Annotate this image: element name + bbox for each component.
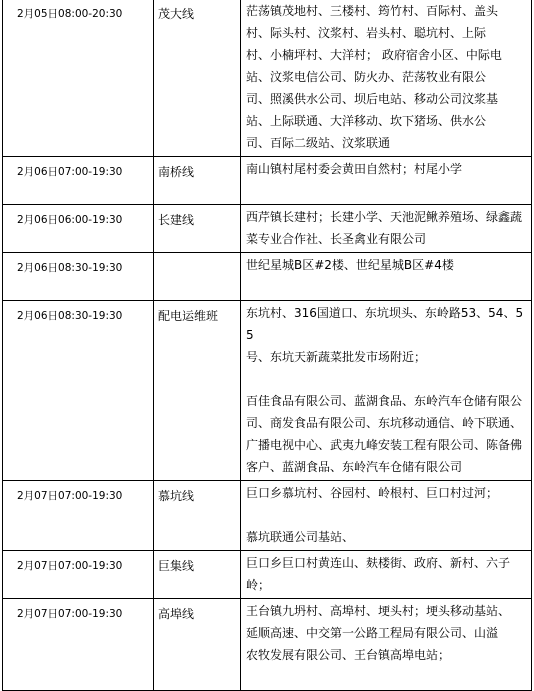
power-line-cell: 茂大线 bbox=[154, 0, 241, 157]
power-line-cell bbox=[154, 253, 241, 301]
power-line-cell: 南桥线 bbox=[154, 157, 241, 205]
outage-time-cell: 2月06日08:30-19:30 bbox=[3, 253, 154, 301]
power-line-cell: 高埠线 bbox=[154, 599, 241, 691]
affected-area-line: 巨口乡慕坑村、谷园村、岭根村、巨口村过河； bbox=[246, 486, 499, 500]
affected-area-line: 站、上际联通、大洋移动、坎下猪场、供水公 bbox=[246, 114, 487, 128]
outage-time-cell: 2月06日08:30-19:30 bbox=[3, 301, 154, 481]
affected-area-line: 客户、蓝湖食品、东岭汽车仓储有限公司 bbox=[246, 460, 463, 474]
table-row bbox=[3, 253, 532, 301]
outage-time-cell: 2月06日06:00-19:30 bbox=[3, 205, 154, 253]
affected-area-line: 司、照溪供水公司、坝后电站、移动公司汶浆基 bbox=[246, 92, 499, 106]
affected-area-line bbox=[246, 666, 527, 688]
affected-area-line: 王台镇九坍村、高埠村、埂头村；埂头移动基站、 bbox=[246, 604, 511, 618]
affected-area-line: 站、汶浆电信公司、防火办、茫荡牧业有限公 bbox=[246, 70, 487, 84]
affected-area-cell bbox=[241, 157, 532, 205]
table-row bbox=[3, 551, 532, 599]
table-row bbox=[3, 205, 532, 253]
outage-time-cell: 2月07日07:00-19:30 bbox=[3, 551, 154, 599]
affected-area-cell bbox=[241, 253, 532, 301]
affected-area-cell bbox=[241, 0, 532, 157]
affected-area-line: 延顺高速、中交第一公路工程局有限公司、山溢 bbox=[246, 626, 499, 640]
affected-area-line: 东坑村、316国道口、东坑坝头、东岭路53、54、55 bbox=[246, 306, 524, 342]
affected-area-cell bbox=[241, 481, 532, 551]
affected-area-line: 南山镇村尾村委会黄田自然村；村尾小学 bbox=[246, 162, 463, 176]
affected-area-line: 广播电视中心、武夷九峰安装工程有限公司、陈备佛 bbox=[246, 438, 523, 452]
power-line-cell: 配电运维班 bbox=[154, 301, 241, 481]
outage-time-cell: 2月07日07:00-19:30 bbox=[3, 599, 154, 691]
affected-area-line: 世纪星城B区#2楼、世纪星城B区#4楼 bbox=[246, 258, 454, 272]
affected-area-cell bbox=[241, 599, 532, 691]
affected-area-line: 村、小楠坪村、大洋村； 政府宿舍小区、中际电 bbox=[246, 48, 502, 62]
power-line-cell: 巨集线 bbox=[154, 551, 241, 599]
affected-area-line bbox=[246, 276, 527, 298]
affected-area-line: 菜专业合作社、长圣禽业有限公司 bbox=[246, 232, 427, 246]
outage-time-cell: 2月05日08:00-20:30 bbox=[3, 0, 154, 157]
outage-time-cell: 2月07日07:00-19:30 bbox=[3, 481, 154, 551]
affected-area-line: 村、际头村、汶浆村、岩头村、聪坑村、上际 bbox=[246, 26, 487, 40]
affected-area-line: 茫荡镇茂地村、三楼村、筠竹村、百际村、盖头 bbox=[246, 4, 499, 18]
affected-area-line bbox=[246, 368, 527, 390]
power-line-cell: 长建线 bbox=[154, 205, 241, 253]
table-row bbox=[3, 157, 532, 205]
affected-area-cell bbox=[241, 551, 532, 599]
affected-area-line: 司、商发食品有限公司、东坑移动通信、岭下联通、 bbox=[246, 416, 523, 430]
affected-area-line: 西芹镇长建村；长建小学、天池泥鳅养殖场、绿鑫蔬 bbox=[246, 210, 523, 224]
affected-area-line: 农牧发展有限公司、王台镇高埠电站； bbox=[246, 648, 451, 662]
outage-schedule-table bbox=[2, 0, 532, 691]
outage-time-cell: 2月06日07:00-19:30 bbox=[3, 157, 154, 205]
table-row bbox=[3, 0, 532, 157]
affected-area-line: 慕坑联通公司基站、 bbox=[246, 530, 355, 544]
affected-area-cell bbox=[241, 205, 532, 253]
affected-area-line bbox=[246, 504, 527, 526]
table-row bbox=[3, 481, 532, 551]
affected-area-line bbox=[246, 180, 527, 202]
affected-area-line: 号、东坑天新蔬菜批发市场附近； bbox=[246, 350, 427, 364]
table-row bbox=[3, 599, 532, 691]
affected-area-cell bbox=[241, 301, 532, 481]
table-row bbox=[3, 301, 532, 481]
power-line-cell: 慕坑线 bbox=[154, 481, 241, 551]
affected-area-line: 岭； bbox=[246, 578, 271, 592]
affected-area-line: 司、百际二级站、汶浆联通 bbox=[246, 136, 391, 150]
affected-area-line: 巨口乡巨口村黄连山、麸楼街、政府、新村、六子 bbox=[246, 556, 511, 570]
affected-area-line: 百佳食品有限公司、蓝湖食品、东岭汽车仓储有限公 bbox=[246, 394, 523, 408]
